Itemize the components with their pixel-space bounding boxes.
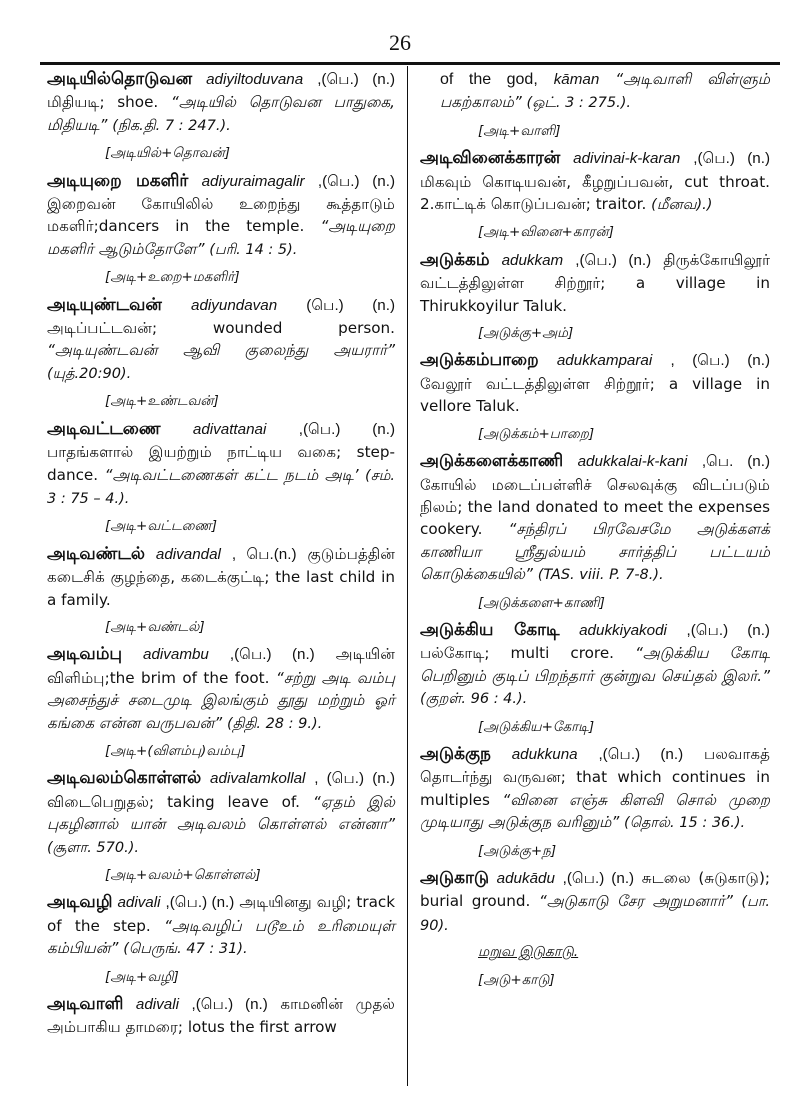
continuation-etymology: [அடி+வாளி] [478,122,561,139]
header-rule [40,62,780,65]
entry-etymology: [அடுக்களை+காணி] [478,594,605,611]
entry-definition: வேலூர் வட்டத்திலுள்ள சிற்றூர்; a village in vellore Taluk. [420,374,770,416]
entry-headword: அடிவம்பு [47,644,123,665]
entry-transliteration: adivali [117,894,161,912]
dictionary-entry [420,147,770,244]
entry-grammar: ,(பெ.) (n.) [575,251,652,269]
entry-definition: சுடலை (சுடுகாடு); burial ground. [420,869,771,911]
entry-headword: அடிவண்டல் [47,543,145,564]
continuation-text: of the god, [440,71,538,88]
entry-quotation: “அடியுண்டவன் ஆவி குலைந்து அயரார்” [47,341,395,360]
entry-grammar: ,(பெ.) (n.) [693,150,771,168]
entry-definition: திருக்கோயிலூர் வட்டத்திலுள்ள சிற்றூர்; a village in Thirukkoyilur Taluk. [420,250,771,315]
dictionary-entry [47,418,395,538]
entry-definition: பலவாகத் தொடர்ந்து வருவன; that which continues in multiples [420,744,771,809]
entry-definition: பல்கோடி; multi crore. [420,644,614,663]
entry-grammar: ,(பெ.) (n.) [229,646,315,664]
dictionary-entry [420,867,770,991]
entry-quotation: “அடியில் தொடுவன பாதுகை, மிதியடி” [47,93,395,134]
entry-transliteration: adiyuraimagalir [201,172,305,190]
entry-headword: அடியில்தொடுவன [47,69,193,89]
entry-quotation: “ஏதம் இல் புகழினால் யான் அடிவலம் கொள்ளல் என்னா” [47,792,395,834]
dictionary-entry [47,68,395,165]
entry-grammar: , (பெ.) (n.) [670,352,771,370]
entry-transliteration: adivali [135,996,179,1014]
right-entries [420,147,770,991]
column-divider [407,66,408,1086]
entry-grammar: ,(பெ.) (n.) [317,172,396,190]
entry-etymology: [அடுக்கம்+பாறை] [478,425,595,442]
entry-definition: கோயில் மடைப்பள்ளிச் செலவுக்கு விடப்படும் நிலம்; the land donated to meet the expenses cookery. [420,475,770,539]
entry-etymology: [அடு+காடு] [478,971,555,988]
entry-definition: இறைவன் கோயிலில் உறைந்து கூத்தாடும் மகளிர்;dancers in the temple. [47,195,395,236]
entry-reference: (யுத்.20:90). [47,365,132,382]
entry-definition: விடைபெறுதல்; taking leave of. [47,792,300,811]
entry-transliteration: adiyundavan [191,296,278,314]
continuation-quote: “அடிவாளி விள்ளும் பகற்காலம்” [440,70,771,112]
entry-etymology: [அடியில்+தொவன்] [105,145,231,162]
entry-headword: அடிவழி [47,892,113,913]
dictionary-entry [47,294,395,413]
entry-transliteration: adukkalai-k-kani [577,453,688,471]
entry-etymology: [அடி+உறை+மகளிர்] [105,269,240,286]
entry-headword: அடிவலம்கொள்ளல் [47,768,202,789]
entry-grammar: ,(பெ.) (n.) [298,420,396,438]
entry-quotation: “அடுகாடு சேர அறுமனார்” [538,892,733,911]
page-number: 26 [389,30,411,55]
entry-transliteration: adivattanai [192,420,267,438]
entry-quotation: “சற்று அடி வம்பு அசைந்துச் சடைமுடி இலங்கும் தூது மற்றும் ஓர் கங்கை என்ன வருபவன்” [47,668,395,732]
entry-quotation: “அடிவழிப் படூஉம் உரிமையுள் கம்பியன்” [47,916,395,958]
dictionary-entry [47,543,395,639]
continuation-translit: kāman [553,71,600,88]
entry-headword: அடுக்கம் [420,249,490,270]
entry-transliteration: adivinai-k-karan [573,150,681,168]
dictionary-entry [47,170,395,289]
entry-grammar: ,பெ. (n.) [701,453,770,471]
entry-note: மறுவ இடுகாடு. [478,944,579,961]
entry-headword: அடியுண்டவன் [47,294,162,315]
entry-quotation: “அடிவட்டணைகள் கட்ட நடம் அடி’ [104,465,359,484]
entry-reference: (சூளா. 570.). [47,839,139,856]
entry-headword: அடிவினைக்காரன் [420,148,561,169]
dictionary-entry [47,767,395,886]
entry-reference: (TAS. viii. P. 7-8.). [537,567,664,584]
entry-quotation: “அடியுறை மகளிர் ஆடும்தோளே” [47,217,396,258]
dictionary-entry [47,643,395,762]
entry-definition: அடிப்பட்டவன்; wounded person. [47,319,395,338]
entry-transliteration: adiyiltoduvana [206,71,304,88]
entry-grammar: (பெ.) (n.) [306,296,396,314]
entry-headword: அடுக்குந [420,743,491,764]
entry-transliteration: adukkuna [511,745,578,763]
entry-quotation: “சந்திரப் பிரவேசமே அடுக்களக் காணியா ஸ்ரீதுல்யம் சார்த்திப் பட்டயம் கொடுக்கையில்” [420,520,770,584]
dictionary-entry [420,349,770,445]
dictionary-entry [420,249,770,345]
entry-headword: அடிவட்டணை [47,418,161,439]
dictionary-entry [420,450,770,614]
entry-transliteration: adukkamparai [556,352,653,370]
entry-etymology: [அடி+வினை+காரன்] [478,224,614,241]
entry-headword: அடுகாடு [420,868,489,888]
entry-etymology: [அடி+வலம்+கொள்ளல்] [105,867,261,883]
entry-reference: (மீனவ).) [651,197,713,214]
entry-reference: (குறள். 96 : 4.). [420,691,528,708]
entry-grammar: ,(பெ.) (n.) [562,870,635,887]
entry-reference: (பெருங். 47 : 31). [123,941,248,958]
entry-headword: அடுக்கம்பாறை [420,350,539,371]
entry-grammar: ,(பெ.) (n.) [686,621,770,639]
entry-definition: அடியினது வழி; track of the step. [47,893,396,935]
entry-reference: (பா. 90). [420,894,771,934]
entry-reference: (சம். 3 : 75 – 4.). [47,467,396,507]
entry-reference: (தொல். 15 : 36.). [624,815,746,832]
entry-headword: அடுக்கிய கோடி [420,619,560,640]
entry-grammar: , பெ.(n.) [231,545,297,563]
entry-etymology: [அடுக்கு+ந] [478,842,557,859]
dictionary-entry [47,891,395,988]
entry-grammar: ,(பெ.) (n.) [598,745,684,763]
entry-grammar: ,(பெ.) (n.) [165,894,235,912]
entry-reference: (திதி. 28 : 9.). [226,715,323,732]
entry-etymology: [அடி+வழி] [105,968,179,985]
entry-transliteration: adivambu [143,646,209,664]
entry-grammar: ,(பெ.) (n.) [191,996,268,1014]
entry-definition: மிதியடி; shoe. [47,93,159,112]
entry-transliteration: adivandal [155,545,221,563]
continuation-ref: (ஒட். 3 : 275.). [526,95,631,112]
entry-definition: பாதங்களால் இயற்றும் நாட்டிய வகை; step-dance. [47,443,395,484]
entry-etymology: [அடி+வண்டல்] [105,618,205,635]
entry-transliteration: adukkam [501,251,564,269]
dictionary-entry [420,743,770,862]
entry-etymology: [அடி+உண்டவன்] [105,393,219,410]
entry-definition: குடும்பத்தின் கடைசிக் குழந்தை, கடைக்குட்டி; the last child in a family. [47,544,396,609]
entry-transliteration: adukkiyakodi [579,621,667,639]
entry-headword: அடியுறை மகளிர் [47,170,189,191]
dictionary-entry [47,993,395,1039]
entry-etymology: [அடுக்கு+அம்] [478,325,574,342]
entry-quotation: “அடுக்கிய கோடி பெறினும் குடிப் பிறந்தார் குன்றுவ செய்தல் இலர்.” [420,644,770,685]
dictionary-entry [420,619,770,738]
entry-headword: அடுக்களைக்காணி [420,451,564,472]
entry-etymology: [அடுக்கிய+கோடி] [478,718,595,735]
entry-definition: மிகவும் கொடியவன், கீழறுப்பவன், cut throat. 2.காட்டிக் கொடுப்பவன்; traitor. [420,172,770,214]
entry-definition: காமனின் முதல் அம்பாகிய தாமரை; lotus the first arrow [47,995,396,1037]
entry-definition: அடியின் விளிம்பு;the brim of the foot. [47,645,396,687]
entry-etymology: [அடி+(விளம்பு)வம்பு] [105,742,246,759]
entry-etymology: [அடி+வட்டணை] [105,518,217,535]
left-column [47,68,395,1043]
entry-transliteration: adivalamkollal [210,770,306,788]
continuation-entry [420,68,770,142]
entry-grammar: , (பெ.) (n.) [314,770,396,788]
entry-transliteration: adukādu [496,870,555,887]
entry-headword: அடிவாளி [47,994,124,1015]
entry-grammar: ,(பெ.) (n.) [317,71,396,88]
entry-reference: (பரி. 14 : 5). [209,241,298,258]
right-column [420,68,770,996]
entry-quotation: “வினை எஞ்சு கிளவி சொல் முறை முடியாது அடுக்குந வரினும்” [420,790,771,832]
entry-reference: (நிக.தி. 7 : 247.). [112,117,231,134]
